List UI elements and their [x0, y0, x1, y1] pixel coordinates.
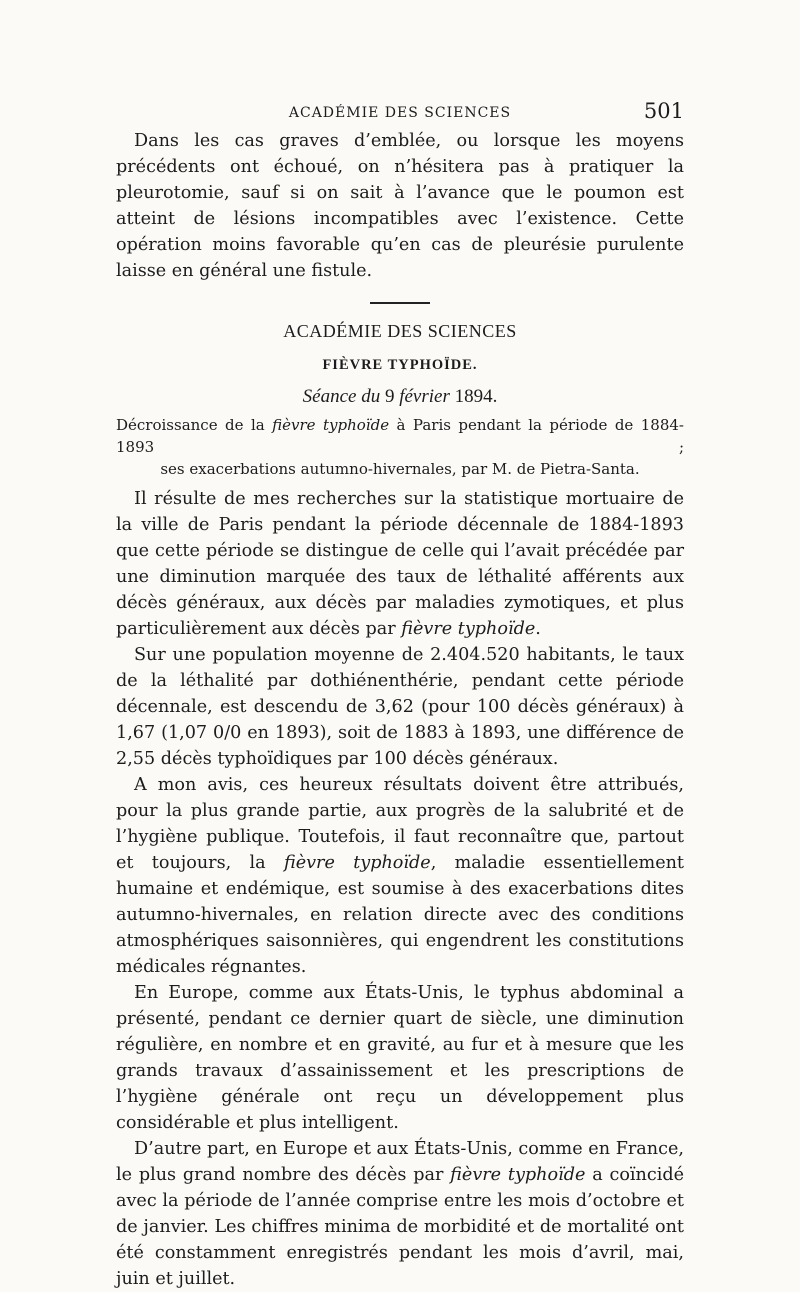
p3-italic: fièvre typhoïde — [283, 853, 431, 873]
academie-title: ACADÉMIE DES SCIENCES — [283, 321, 517, 341]
abstract-end: à Paris pendant la période de 1884-1893 ; — [116, 416, 684, 456]
page-body — [116, 128, 684, 1292]
abstract-italic: fièvre typhoïde — [272, 416, 390, 434]
p1-italic: fièvre typhoïde — [401, 619, 536, 639]
p5-start: D’autre part, en Europe et aux États-Unis, comme en France, le plus grand nombre des décès par — [116, 1139, 684, 1185]
paragraph-2: Sur une population moyenne de 2.404.520 habitants, le taux de la léthalité par dothiénenthérie, pendant cette période décennale, est descendu de 3,62 (pour 100 décès généraux) à 1,67 (1,07 0/0 en 1893), soit de 1883 à 1893, une différence de 2,55 décès typhoïdiques par 100 décès généraux. — [116, 645, 684, 769]
intro-paragraph: Dans les cas graves d’emblée, ou lorsque les moyens précédents ont échoué, on n’hésitera pas à pratiquer la pleurotomie, sauf si on sait à l’avance que le poumon est atteint de lésions incompatibles avec l’existence. Cette opération moins favorable qu’en cas de pleurésie purulente laisse en général une fistule. — [116, 131, 684, 281]
page-number: 501 — [643, 99, 684, 123]
p5-end: a coïncidé avec la période de l’année comprise entre les mois d’octobre et de janvier. Les chiffres minima de morbidité et de mortalité ont été constamment enregistrés pendant les mois d’avril, mai, juin et juillet. — [116, 1165, 685, 1289]
page-header — [116, 101, 684, 125]
paragraph-1 — [116, 486, 684, 642]
abstract-start: Décroissance de la — [116, 416, 265, 434]
running-title: ACADÉMIE DES SCIENCES — [288, 105, 512, 121]
paragraph-5 — [116, 1136, 684, 1292]
article-abstract — [116, 414, 684, 480]
section-divider — [370, 302, 430, 304]
session-prefix: Séance du — [302, 386, 381, 407]
p1-end: . — [535, 619, 541, 639]
session-day: 9 — [384, 386, 395, 407]
p5-italic: fièvre typhoïde — [450, 1165, 586, 1185]
section-title: FIÈVRE TYPHOÏDE. — [322, 357, 478, 373]
abstract-line-2: ses exacerbations autumno-hivernales, par M. de Pietra-Santa. — [160, 460, 640, 478]
paragraph-3 — [116, 772, 684, 980]
p1-text: Il résulte de mes recherches sur la statistique mortuaire de la ville de Paris pendant la période décennale de 1884-1893 que cette période se distingue de celle qui l’avait précédée par une diminution marquée des taux de léthalité afférents aux décès généraux, aux décès par maladies zymotiques, et plus particulièrement aux décès par — [116, 489, 684, 639]
session-year: 1894. — [454, 386, 498, 407]
p3-start: A mon avis, ces heureux résultats doivent être attribués, pour la plus grande partie, aux progrès de la salubrité et de l’hygiène publique. Toutefois, il faut reconnaître que, partout et toujours, la — [116, 775, 684, 873]
session-month: février — [399, 386, 450, 407]
paragraph-4: En Europe, comme aux États-Unis, le typhus abdominal a présenté, pendant ce dernier quart de siècle, une diminution régulière, en nombre et en gravité, au fur et à mesure que les grands travaux d’assainissement et les prescriptions de l’hygiène générale ont reçu un développement plus considérable et plus intelligent. — [116, 983, 684, 1133]
session-date — [116, 384, 684, 410]
p3-end: , maladie essentiellement humaine et endémique, est soumise à des exacerbations dites autumno-hivernales, en relation directe avec des conditions atmosphériques saisonnières, qui engendrent les constitutions médicales régnantes. — [116, 853, 685, 977]
abstract-line-1 — [116, 414, 684, 458]
